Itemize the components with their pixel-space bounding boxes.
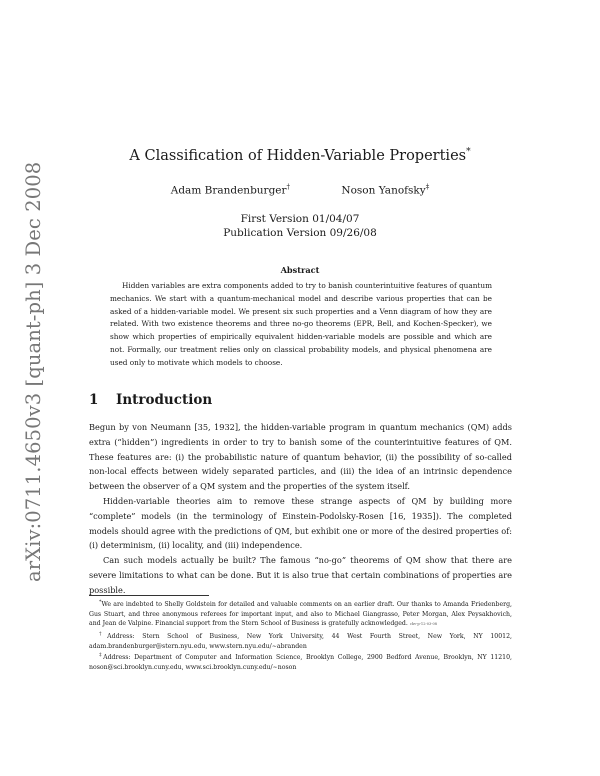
publication-version: Publication Version 09/26/08 <box>223 227 377 239</box>
section-number: 1 <box>89 392 99 408</box>
author-1-mark: † <box>286 183 291 191</box>
footnote-text: Address: Stern School of Business, New York University, 44 West Fourth Street, New York, NY 10012, adam.brandenburger@stern.nyu.edu, www.stern.nyu.edu/∼abranden <box>89 632 512 650</box>
section-title: Introduction <box>116 392 213 408</box>
footnote <box>89 598 512 630</box>
footnote <box>89 651 512 672</box>
body-text <box>89 420 512 598</box>
footnote <box>89 630 512 651</box>
abstract-heading: Abstract <box>280 265 320 275</box>
paper-title-text: A Classification of Hidden-Variable Properties <box>129 147 467 164</box>
footnote-mark: ‡ <box>99 652 104 659</box>
footnote-divider <box>89 595 209 596</box>
paragraph: Begun by von Neumann [35, 1932], the hidden-variable program in quantum mechanics (QM) adds extra (“hidden”) ingredients in order to try to banish some of the counterintuitive features of QM. These features are: (i) the probabilistic nature of quantum behavior, (ii) the possibility of so-called non-local effects between widely separated particles, and (iii) the idea of an intrinsic dependence between the observer of a QM system and the properties of the system itself. <box>89 422 512 492</box>
author-2 <box>341 183 429 197</box>
author-2-name: Noson Yanofsky <box>341 184 426 197</box>
first-version: First Version 01/04/07 <box>240 213 360 225</box>
author-2-mark: ‡ <box>425 183 430 191</box>
footnotes <box>89 598 512 672</box>
abstract-text: Hidden variables are extra components added to try to banish counterintuitive features of quantum mechanics. We start with a quantum-mechanical model and describe various properties that can be asked of a hidden-variable model. We present six such properties and a Venn diagram of how they are related. With two existence theorems and three no-go theorems (EPR, Bell, and Kochen-Specker), we show which properties of empirically equivalent hidden-variable models are possible and which are not. Formally, our treatment relies only on classical probability models, and physical phenomena are used only to motivate which models to choose. <box>110 281 492 367</box>
title-footnote-mark: * <box>466 147 471 157</box>
author-1-name: Adam Brandenburger <box>170 184 287 197</box>
paragraph: Can such models actually be built? The famous “no-go” theorems of QM show that there are severe limitations to what can be done. But it is also true that certain combinations of properties are possible. <box>89 555 512 595</box>
footnote-stamp: chv-p-12-03-08 <box>409 622 438 627</box>
footnote-text: We are indebted to Shelly Goldstein for detailed and valuable comments on an earlier draft. Our thanks to Amanda Friedenberg, Gus Stuart, and three anonymous referees for important input, and also to Michael Giangrasso, Peter Morgan, Alex Peysakhovich, and Jean de Valpine. Financial support from the Stern School of Business is gratefully acknowledged. <box>89 601 512 628</box>
footnote-mark: † <box>99 630 108 637</box>
footnote-mark: * <box>99 599 102 605</box>
author-list <box>0 183 600 197</box>
author-1 <box>171 183 290 197</box>
footnote-text: Address: Department of Computer and Information Science, Brooklyn College, 2900 Bedford Avenue, Brooklyn, NY 11210, noson@sci.brooklyn.cuny.edu, www.sci.brooklyn.cuny.edu/∼noson <box>89 654 512 671</box>
arxiv-identifier: arXiv:0711.4650v3 [quant-ph] 3 Dec 2008 <box>22 161 45 582</box>
paragraph: Hidden-variable theories aim to remove these strange aspects of QM by building more “complete” models (in the terminology of Einstein-Podolsky-Rosen [16, 1935]). The completed models should agree with the predictions of QM, but exhibit one or more of the desired properties of: (i) determinism, (ii) locality, and (iii) independence. <box>89 495 512 551</box>
paper-title <box>0 147 600 164</box>
version-dates <box>0 212 600 240</box>
section-heading <box>89 392 212 408</box>
